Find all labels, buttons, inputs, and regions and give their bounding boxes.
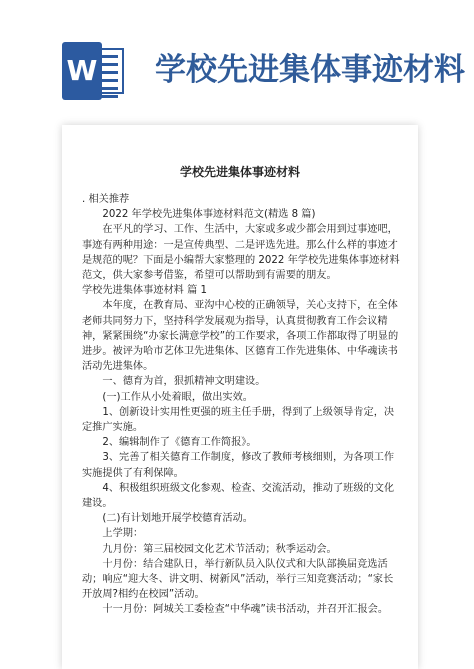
paragraph: 3、完善了相关德育工作制度，修改了教师考核细则，为各项工作实施提供了有利保障。: [82, 452, 395, 479]
related-recommendation: . 相关推荐: [82, 194, 130, 205]
paragraph: 一、德育为首，狠抓精神文明建设。: [102, 376, 266, 388]
paragraph: 4、积极组织班级文化参观、检查、交流活动，推动了班级的文化建设。: [82, 482, 395, 510]
paragraph: 1、创新设计实用性更强的班主任手册，得到了上级领导肯定，决定推广实施。: [82, 406, 395, 434]
paragraph: 2022 年学校先进集体事迹材料范文(精选 8 篇): [102, 209, 316, 221]
word-document-icon: [62, 42, 128, 100]
section-heading: 学校先进集体事迹材料 篇 1: [82, 285, 208, 297]
paragraph: 上学期：: [102, 528, 144, 540]
banner-title: 学校先进集体事迹材料: [155, 52, 465, 88]
paragraph: 十月份：结合建队日，举行新队员入队仪式和大队部换届竞选活动；响应“迎大冬、讲文明、树新风”活动，举行三知竞赛活动；“家长开放周?相约在校园”活动。: [82, 558, 394, 601]
paragraph: 在平凡的学习、工作、生活中，大家或多或少都会用到过事迹吧，事迹有两种用途：一是宣传典型、二是评选先进。那么什么样的事迹才是规范的呢？下面是小编帮大家整理的 2022 年学校先进集体事迹材料范文，供大家参考借鉴，希望可以帮助到有需要的朋友。: [82, 224, 400, 282]
header-banner: [0, 0, 474, 112]
document-body: [82, 192, 400, 618]
document-page: [62, 125, 418, 669]
paragraph: (一)工作从小处着眼，做出实效。: [102, 391, 253, 403]
paragraph: 十一月份：阿城关工委检查“中华魂”读书活动，并召开汇报会。: [102, 604, 389, 616]
paragraph: (二)有计划地开展学校德育活动。: [102, 513, 253, 525]
paragraph: 2、编辑制作了《德育工作简报》。: [102, 437, 257, 449]
document-title: 学校先进集体事迹材料: [179, 165, 300, 179]
word-logo-letter: W: [66, 54, 98, 87]
paragraph: 九月份：第三届校园文化艺术节活动；秋季运动会。: [102, 543, 337, 555]
paragraph: 本年度，在教育局、亚沟中心校的正确领导，关心支持下，在全体老师共同努力下，坚持科学发展观为指导，认真贯彻教育工作会议精神，紧紧围绕“办家长满意学校”的工作要求，各项工作都取得了明显的进步。被评为哈市艺体卫先进集体、区德育工作先进集体、中华魂读书活动先进集体。: [82, 300, 399, 373]
